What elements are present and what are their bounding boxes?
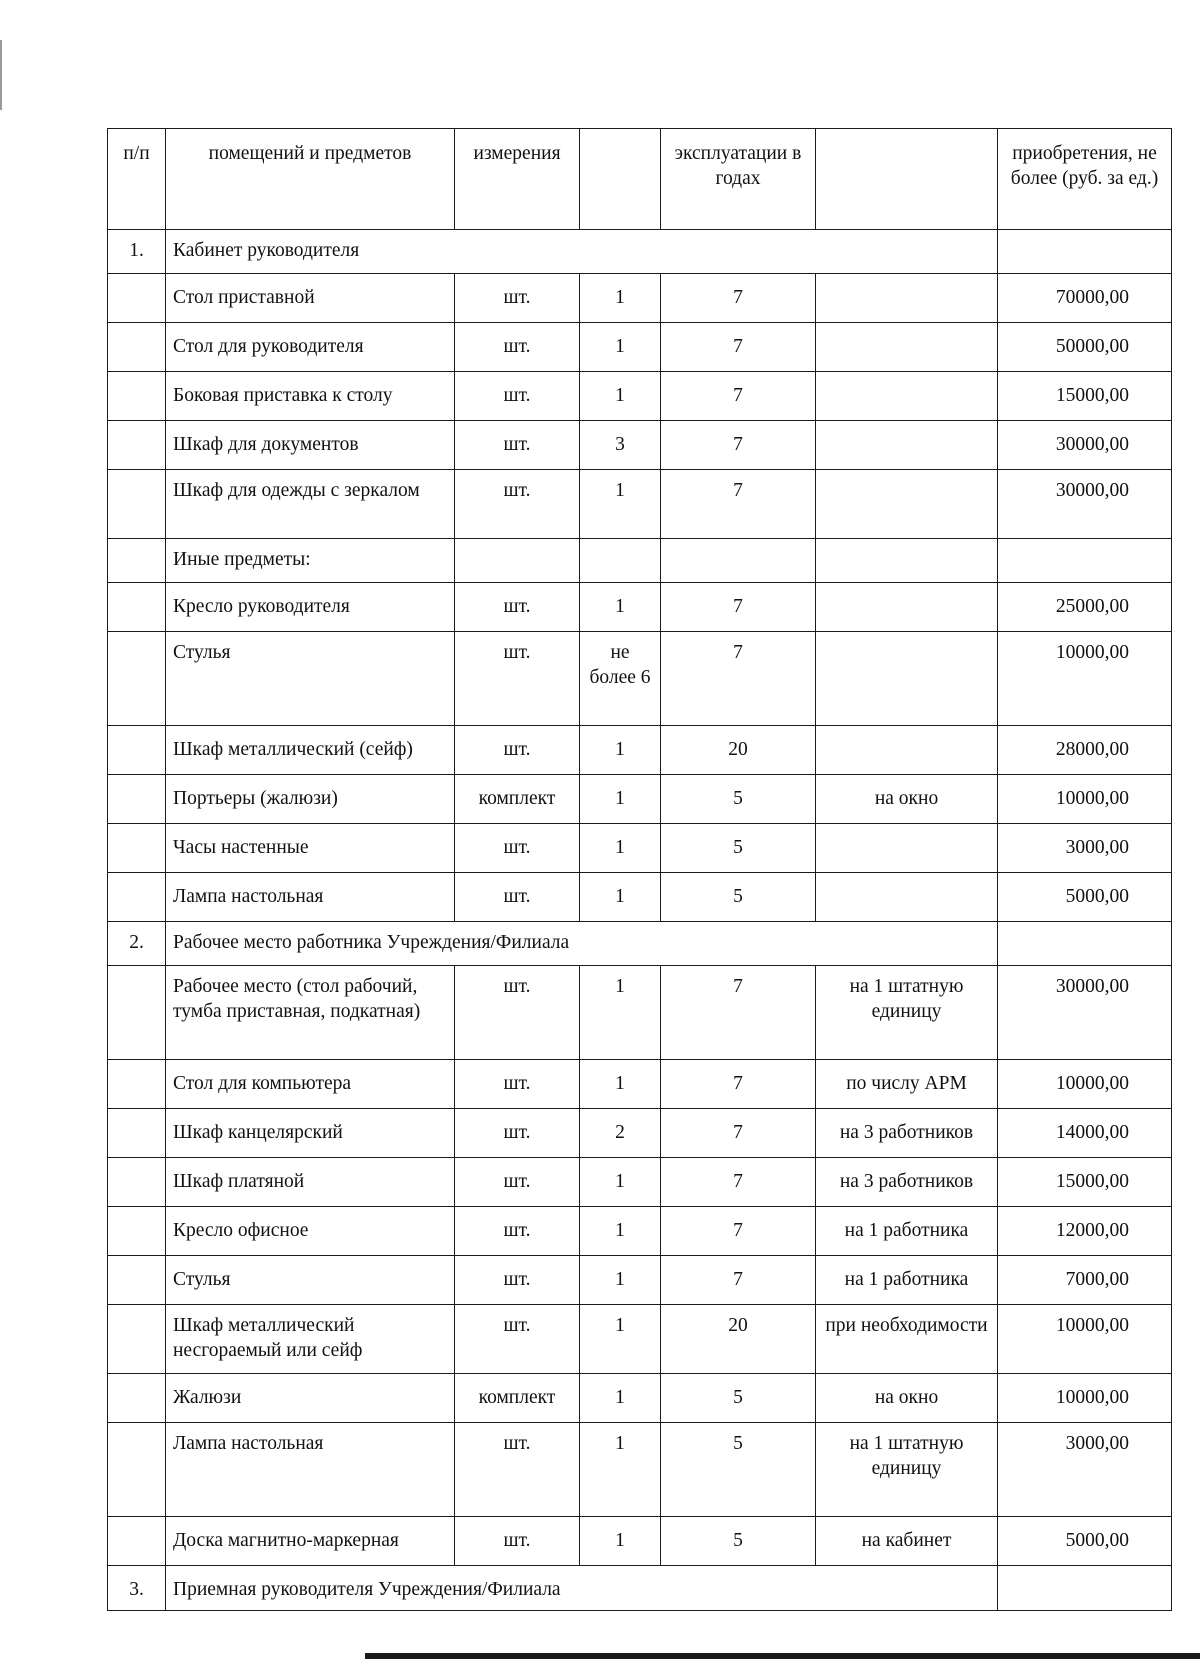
row-number <box>108 1374 166 1423</box>
item-note: на окно <box>816 775 998 824</box>
item-years: 7 <box>661 1060 816 1109</box>
row-number <box>108 1256 166 1305</box>
item-quantity: не более 6 <box>580 632 661 726</box>
item-name: Жалюзи <box>166 1374 455 1423</box>
row-number <box>108 1517 166 1566</box>
item-name: Стол для руководителя <box>166 323 455 372</box>
row-number <box>108 274 166 323</box>
row-number <box>108 470 166 539</box>
table-row <box>108 372 1172 421</box>
item-name: Шкаф платяной <box>166 1158 455 1207</box>
item-price: 3000,00 <box>998 824 1172 873</box>
row-number <box>108 1423 166 1517</box>
item-years: 7 <box>661 632 816 726</box>
item-unit: комплект <box>455 1374 580 1423</box>
item-name: Лампа настольная <box>166 1423 455 1517</box>
item-years: 7 <box>661 1109 816 1158</box>
item-unit: шт. <box>455 726 580 775</box>
header-item-name: помещений и предметов <box>166 129 455 230</box>
item-years: 7 <box>661 1158 816 1207</box>
section-number: 2. <box>108 922 166 966</box>
table-row <box>108 1374 1172 1423</box>
item-name: Стулья <box>166 1256 455 1305</box>
row-number <box>108 873 166 922</box>
item-quantity: 1 <box>580 824 661 873</box>
item-name: Портьеры (жалюзи) <box>166 775 455 824</box>
section-title: Приемная руководителя Учреждения/Филиала <box>166 1566 998 1611</box>
item-quantity: 1 <box>580 470 661 539</box>
row-number <box>108 1305 166 1374</box>
table-row <box>108 1207 1172 1256</box>
item-years: 7 <box>661 421 816 470</box>
item-unit: шт. <box>455 824 580 873</box>
item-name: Стол приставной <box>166 274 455 323</box>
item-quantity: 1 <box>580 1060 661 1109</box>
item-years: 5 <box>661 1423 816 1517</box>
item-price: 10000,00 <box>998 1060 1172 1109</box>
item-price: 15000,00 <box>998 1158 1172 1207</box>
table-row <box>108 873 1172 922</box>
table-row <box>108 1158 1172 1207</box>
item-name: Стулья <box>166 632 455 726</box>
item-price: 5000,00 <box>998 873 1172 922</box>
section-row <box>108 922 1172 966</box>
item-note: при необходимости <box>816 1305 998 1374</box>
item-unit: шт. <box>455 966 580 1060</box>
table-row <box>108 470 1172 539</box>
row-number <box>108 539 166 583</box>
row-number <box>108 421 166 470</box>
item-price: 28000,00 <box>998 726 1172 775</box>
row-number <box>108 966 166 1060</box>
section-title: Рабочее место работника Учреждения/Филиала <box>166 922 998 966</box>
row-number <box>108 824 166 873</box>
item-quantity: 1 <box>580 775 661 824</box>
item-price: 15000,00 <box>998 372 1172 421</box>
row-number <box>108 583 166 632</box>
table-row <box>108 1423 1172 1517</box>
item-unit: шт. <box>455 632 580 726</box>
table-row <box>108 539 1172 583</box>
item-note <box>816 539 998 583</box>
item-name: Иные предметы: <box>166 539 455 583</box>
scan-edge-mark <box>0 40 2 110</box>
item-price: 5000,00 <box>998 1517 1172 1566</box>
item-years: 7 <box>661 966 816 1060</box>
item-unit: шт. <box>455 1256 580 1305</box>
item-quantity: 1 <box>580 274 661 323</box>
item-quantity: 1 <box>580 1423 661 1517</box>
item-years: 7 <box>661 583 816 632</box>
item-unit: шт. <box>455 470 580 539</box>
item-years: 5 <box>661 775 816 824</box>
item-price: 3000,00 <box>998 1423 1172 1517</box>
item-unit: шт. <box>455 873 580 922</box>
item-quantity <box>580 539 661 583</box>
item-quantity: 2 <box>580 1109 661 1158</box>
item-note <box>816 824 998 873</box>
item-name: Шкаф для одежды с зеркалом <box>166 470 455 539</box>
table-row <box>108 1517 1172 1566</box>
item-years: 7 <box>661 1256 816 1305</box>
item-name: Лампа настольная <box>166 873 455 922</box>
item-quantity: 3 <box>580 421 661 470</box>
item-years: 5 <box>661 1517 816 1566</box>
item-quantity: 1 <box>580 1374 661 1423</box>
item-quantity: 1 <box>580 1305 661 1374</box>
item-price: 30000,00 <box>998 421 1172 470</box>
item-note <box>816 323 998 372</box>
row-number <box>108 775 166 824</box>
table-row <box>108 824 1172 873</box>
item-name: Рабочее место (стол рабочий, тумба приставная, подкатная) <box>166 966 455 1060</box>
item-note: на 1 работника <box>816 1207 998 1256</box>
header-price: приобретения, не более (руб. за ед.) <box>998 129 1172 230</box>
item-price: 30000,00 <box>998 966 1172 1060</box>
table-row <box>108 775 1172 824</box>
item-note: на 1 штатную единицу <box>816 966 998 1060</box>
item-note <box>816 372 998 421</box>
item-price: 10000,00 <box>998 1374 1172 1423</box>
section-title: Кабинет руководителя <box>166 230 998 274</box>
row-number <box>108 726 166 775</box>
item-unit: шт. <box>455 1158 580 1207</box>
item-years: 7 <box>661 470 816 539</box>
item-years: 20 <box>661 726 816 775</box>
item-quantity: 1 <box>580 583 661 632</box>
item-note <box>816 726 998 775</box>
item-price: 10000,00 <box>998 632 1172 726</box>
table-row <box>108 323 1172 372</box>
header-note <box>816 129 998 230</box>
item-years: 7 <box>661 274 816 323</box>
section-row <box>108 230 1172 274</box>
item-price: 14000,00 <box>998 1109 1172 1158</box>
item-name: Шкаф металлический (сейф) <box>166 726 455 775</box>
item-note: на 3 работников <box>816 1109 998 1158</box>
item-unit: шт. <box>455 274 580 323</box>
table-row <box>108 1305 1172 1374</box>
item-unit: шт. <box>455 1060 580 1109</box>
item-note: по числу АРМ <box>816 1060 998 1109</box>
item-name: Боковая приставка к столу <box>166 372 455 421</box>
item-quantity: 1 <box>580 323 661 372</box>
item-unit: шт. <box>455 323 580 372</box>
item-name: Стол для компьютера <box>166 1060 455 1109</box>
item-quantity: 1 <box>580 726 661 775</box>
section-price-cell <box>998 1566 1172 1611</box>
item-price: 30000,00 <box>998 470 1172 539</box>
item-note <box>816 274 998 323</box>
item-years: 5 <box>661 873 816 922</box>
section-row <box>108 1566 1172 1611</box>
item-years <box>661 539 816 583</box>
item-unit <box>455 539 580 583</box>
table-row <box>108 421 1172 470</box>
item-unit: шт. <box>455 372 580 421</box>
item-years: 20 <box>661 1305 816 1374</box>
row-number <box>108 1060 166 1109</box>
item-unit: шт. <box>455 1109 580 1158</box>
item-years: 5 <box>661 1374 816 1423</box>
item-quantity: 1 <box>580 966 661 1060</box>
item-unit: шт. <box>455 1517 580 1566</box>
item-quantity: 1 <box>580 1207 661 1256</box>
item-note: на кабинет <box>816 1517 998 1566</box>
row-number <box>108 323 166 372</box>
item-name: Кресло руководителя <box>166 583 455 632</box>
item-note <box>816 583 998 632</box>
furniture-norms-table-wrap <box>107 128 1171 1611</box>
scan-bottom-edge <box>365 1653 1200 1659</box>
table-row <box>108 966 1172 1060</box>
item-note <box>816 421 998 470</box>
table-row <box>108 1109 1172 1158</box>
item-note: на 1 штатную единицу <box>816 1423 998 1517</box>
row-number <box>108 1109 166 1158</box>
section-number: 1. <box>108 230 166 274</box>
header-service-life: эксплуатации в годах <box>661 129 816 230</box>
table-row <box>108 583 1172 632</box>
item-name: Кресло офисное <box>166 1207 455 1256</box>
table-row <box>108 1256 1172 1305</box>
item-quantity: 1 <box>580 1158 661 1207</box>
item-price: 70000,00 <box>998 274 1172 323</box>
item-quantity: 1 <box>580 372 661 421</box>
item-name: Шкаф канцелярский <box>166 1109 455 1158</box>
item-note <box>816 632 998 726</box>
section-number: 3. <box>108 1566 166 1611</box>
table-row <box>108 726 1172 775</box>
item-price: 10000,00 <box>998 775 1172 824</box>
item-name: Доска магнитно-маркерная <box>166 1517 455 1566</box>
item-price: 12000,00 <box>998 1207 1172 1256</box>
item-quantity: 1 <box>580 1256 661 1305</box>
item-years: 7 <box>661 372 816 421</box>
item-note <box>816 873 998 922</box>
item-price: 25000,00 <box>998 583 1172 632</box>
table-row <box>108 1060 1172 1109</box>
item-name: Шкаф для документов <box>166 421 455 470</box>
section-price-cell <box>998 230 1172 274</box>
section-price-cell <box>998 922 1172 966</box>
item-unit: шт. <box>455 1207 580 1256</box>
item-price: 7000,00 <box>998 1256 1172 1305</box>
row-number <box>108 372 166 421</box>
item-years: 7 <box>661 323 816 372</box>
row-number <box>108 1158 166 1207</box>
item-note: на 3 работников <box>816 1158 998 1207</box>
table-row <box>108 274 1172 323</box>
item-quantity: 1 <box>580 1517 661 1566</box>
header-unit: измерения <box>455 129 580 230</box>
row-number <box>108 632 166 726</box>
item-name: Шкаф металлический несгораемый или сейф <box>166 1305 455 1374</box>
item-unit: комплект <box>455 775 580 824</box>
item-years: 7 <box>661 1207 816 1256</box>
item-unit: шт. <box>455 421 580 470</box>
header-number: п/п <box>108 129 166 230</box>
row-number <box>108 1207 166 1256</box>
item-note: на окно <box>816 1374 998 1423</box>
item-years: 5 <box>661 824 816 873</box>
header-quantity <box>580 129 661 230</box>
item-price: 10000,00 <box>998 1305 1172 1374</box>
table-row <box>108 632 1172 726</box>
item-note <box>816 470 998 539</box>
table-header-row <box>108 129 1172 230</box>
item-price: 50000,00 <box>998 323 1172 372</box>
item-quantity: 1 <box>580 873 661 922</box>
furniture-norms-table <box>107 128 1172 1611</box>
item-unit: шт. <box>455 583 580 632</box>
item-name: Часы настенные <box>166 824 455 873</box>
item-unit: шт. <box>455 1305 580 1374</box>
item-unit: шт. <box>455 1423 580 1517</box>
item-note: на 1 работника <box>816 1256 998 1305</box>
item-price <box>998 539 1172 583</box>
